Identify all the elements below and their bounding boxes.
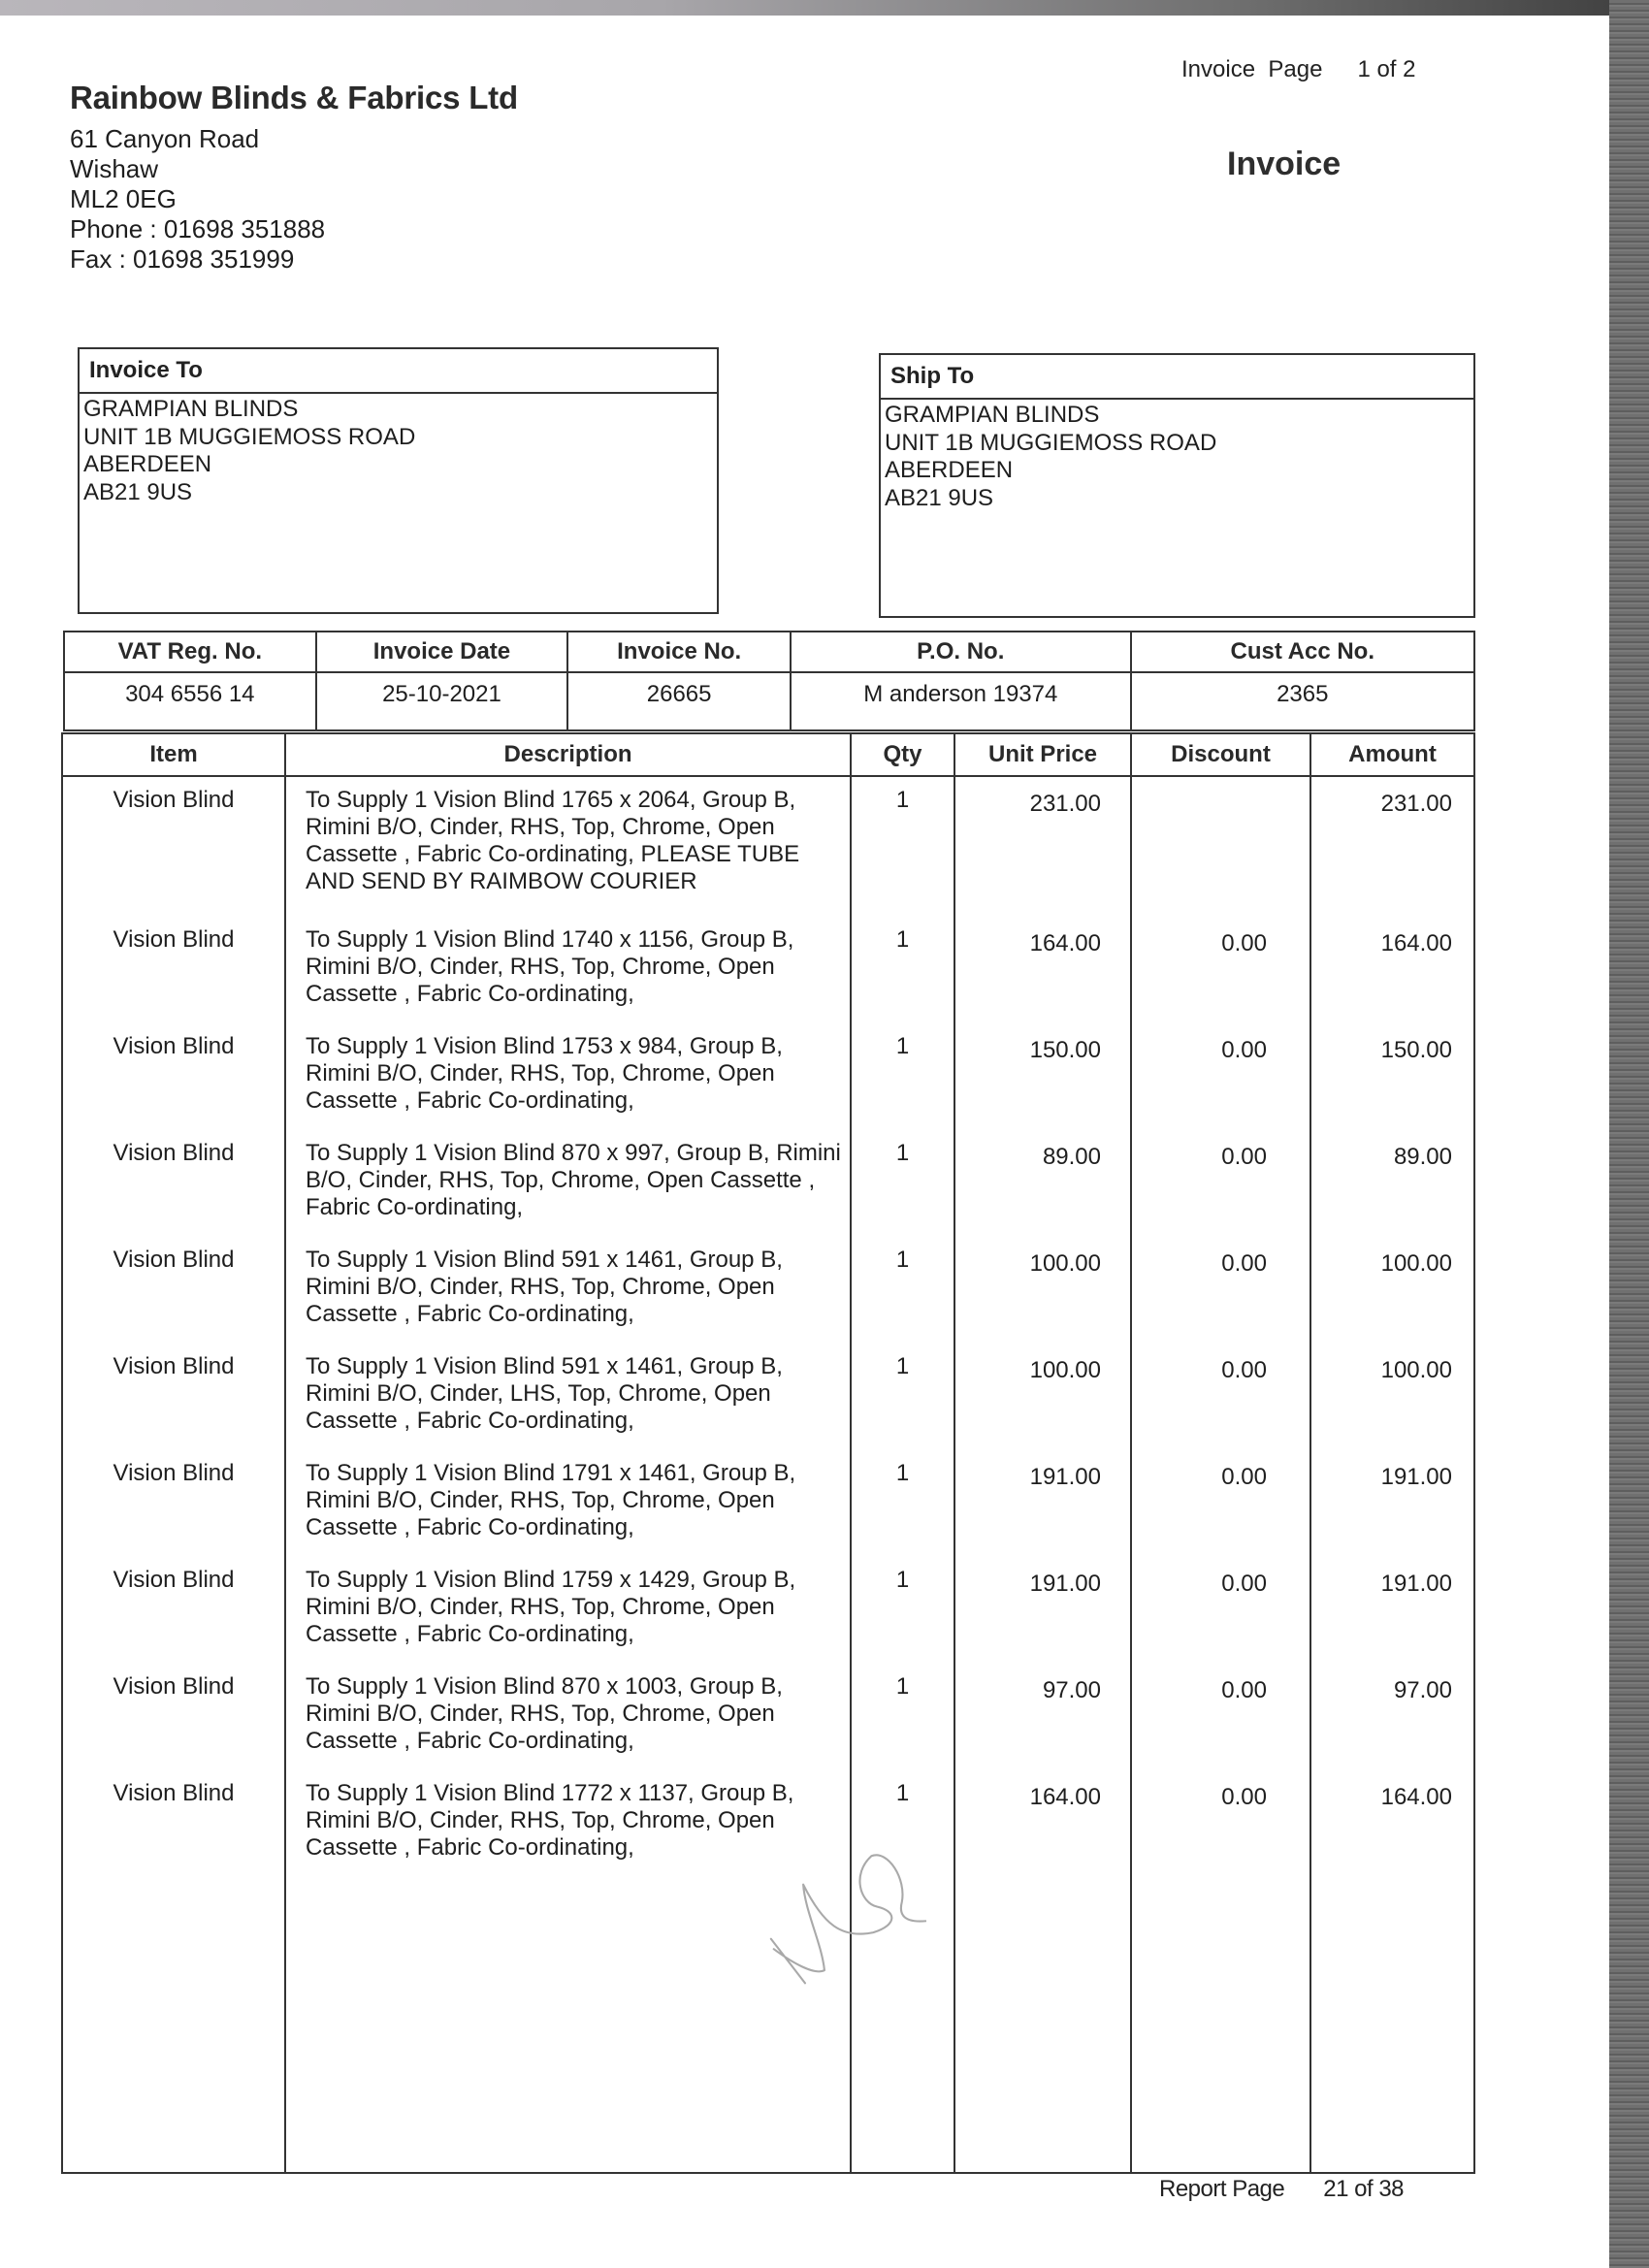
item-discount: 0.00 xyxy=(1131,1241,1310,1347)
item-description: To Supply 1 Vision Blind 1772 x 1137, Group B, Rimini B/O, Cinder, RHS, Top, Chrome, Open Cassette , Fabric Co-ordinating, xyxy=(285,1774,851,1881)
item-amount: 164.00 xyxy=(1310,1774,1474,1881)
item-amount: 231.00 xyxy=(1310,776,1474,921)
invoice-page-label: Invoice Page xyxy=(1181,56,1323,82)
table-row xyxy=(62,921,1474,1027)
item-description: To Supply 1 Vision Blind 591 x 1461, Group B, Rimini B/O, Cinder, RHS, Top, Chrome, Open Cassette , Fabric Co-ordinating, xyxy=(285,1241,851,1347)
item-name: Vision Blind xyxy=(62,1241,285,1347)
cust-acc-header: Cust Acc No. xyxy=(1131,632,1474,672)
po-no-value: M anderson 19374 xyxy=(791,672,1131,730)
item-discount: 0.00 xyxy=(1131,921,1310,1027)
invoice-page-indicator xyxy=(1181,56,1415,83)
blank-cell xyxy=(1310,1881,1474,2173)
item-qty: 1 xyxy=(851,921,954,1027)
item-description: To Supply 1 Vision Blind 1765 x 2064, Group B, Rimini B/O, Cinder, RHS, Top, Chrome, Open Cassette , Fabric Co-ordinating, PLEASE TUBE AND SEND BY RAIMBOW COURIER xyxy=(285,776,851,921)
item-description: To Supply 1 Vision Blind 870 x 1003, Group B, Rimini B/O, Cinder, RHS, Top, Chrome, Open Cassette , Fabric Co-ordinating, xyxy=(285,1668,851,1774)
invoice-date-value: 25-10-2021 xyxy=(316,672,568,730)
vat-reg-value: 304 6556 14 xyxy=(64,672,316,730)
handwritten-initials xyxy=(732,1824,926,2018)
document-title: Invoice xyxy=(1227,146,1342,182)
item-discount: 0.00 xyxy=(1131,1027,1310,1134)
item-description: To Supply 1 Vision Blind 870 x 997, Group B, Rimini B/O, Cinder, RHS, Top, Chrome, Open Cassette , Fabric Co-ordinating, xyxy=(285,1134,851,1241)
description-header: Description xyxy=(285,733,851,776)
table-row xyxy=(62,1241,1474,1347)
amount-header: Amount xyxy=(1310,733,1474,776)
item-qty: 1 xyxy=(851,1561,954,1668)
invoice-to-heading: Invoice To xyxy=(80,349,717,394)
item-unit-price: 231.00 xyxy=(954,776,1131,921)
item-description: To Supply 1 Vision Blind 1759 x 1429, Group B, Rimini B/O, Cinder, RHS, Top, Chrome, Open Cassette , Fabric Co-ordinating, xyxy=(285,1561,851,1668)
item-qty: 1 xyxy=(851,1668,954,1774)
item-unit-price: 164.00 xyxy=(954,921,1131,1027)
item-amount: 191.00 xyxy=(1310,1561,1474,1668)
item-description: To Supply 1 Vision Blind 1753 x 984, Group B, Rimini B/O, Cinder, RHS, Top, Chrome, Open Cassette , Fabric Co-ordinating, xyxy=(285,1027,851,1134)
item-qty: 1 xyxy=(851,1241,954,1347)
item-header: Item xyxy=(62,733,285,776)
item-discount: 0.00 xyxy=(1131,1347,1310,1454)
invoice-date-header: Invoice Date xyxy=(316,632,568,672)
address-line: AB21 9US xyxy=(885,484,994,511)
item-discount: 0.00 xyxy=(1131,1774,1310,1881)
item-discount: 0.00 xyxy=(1131,1454,1310,1561)
item-amount: 97.00 xyxy=(1310,1668,1474,1774)
item-unit-price: 89.00 xyxy=(954,1134,1131,1241)
cust-acc-value: 2365 xyxy=(1131,672,1474,730)
item-unit-price: 100.00 xyxy=(954,1241,1131,1347)
item-name: Vision Blind xyxy=(62,1774,285,1881)
address-line: UNIT 1B MUGGIEMOSS ROAD xyxy=(885,429,1217,456)
item-qty: 1 xyxy=(851,1027,954,1134)
vat-reg-header: VAT Reg. No. xyxy=(64,632,316,672)
item-unit-price: 100.00 xyxy=(954,1347,1131,1454)
blank-cell xyxy=(62,1881,285,2173)
invoice-to-address xyxy=(80,394,717,506)
table-row xyxy=(62,1027,1474,1134)
table-row xyxy=(62,1347,1474,1454)
report-page-value: 21 of 38 xyxy=(1323,2176,1405,2202)
signature-stroke xyxy=(771,1855,926,1983)
item-unit-price: 97.00 xyxy=(954,1668,1131,1774)
company-fax: Fax : 01698 351999 xyxy=(70,244,295,274)
address-line: 61 Canyon Road xyxy=(70,124,260,153)
address-line: AB21 9US xyxy=(83,478,193,505)
item-amount: 100.00 xyxy=(1310,1241,1474,1347)
scan-border-right xyxy=(1609,0,1649,2268)
item-discount: 0.00 xyxy=(1131,1134,1310,1241)
table-row xyxy=(62,1561,1474,1668)
address-line: GRAMPIAN BLINDS xyxy=(885,402,1100,428)
report-page-indicator xyxy=(1159,2176,1404,2203)
item-name: Vision Blind xyxy=(62,776,285,921)
address-line: GRAMPIAN BLINDS xyxy=(83,396,299,422)
ship-to-address xyxy=(881,400,1473,512)
company-address xyxy=(70,124,325,275)
item-discount xyxy=(1131,776,1310,921)
invoice-page-value: 1 of 2 xyxy=(1357,56,1416,82)
item-description: To Supply 1 Vision Blind 591 x 1461, Group B, Rimini B/O, Cinder, LHS, Top, Chrome, Open Cassette , Fabric Co-ordinating, xyxy=(285,1347,851,1454)
item-qty: 1 xyxy=(851,1454,954,1561)
item-name: Vision Blind xyxy=(62,921,285,1027)
discount-header: Discount xyxy=(1131,733,1310,776)
address-line: ABERDEEN xyxy=(885,457,1014,483)
item-discount: 0.00 xyxy=(1131,1561,1310,1668)
blank-cell xyxy=(954,1881,1131,2173)
item-unit-price: 191.00 xyxy=(954,1561,1131,1668)
table-row xyxy=(62,1668,1474,1774)
unit-price-header: Unit Price xyxy=(954,733,1131,776)
info-header-row xyxy=(64,632,1474,672)
item-name: Vision Blind xyxy=(62,1347,285,1454)
address-line: Wishaw xyxy=(70,154,159,183)
company-name: Rainbow Blinds & Fabrics Ltd xyxy=(70,80,518,115)
blank-cell xyxy=(1131,1881,1310,2173)
qty-header: Qty xyxy=(851,733,954,776)
scan-border-top xyxy=(0,0,1649,16)
item-unit-price: 191.00 xyxy=(954,1454,1131,1561)
item-qty: 1 xyxy=(851,1347,954,1454)
item-description: To Supply 1 Vision Blind 1740 x 1156, Group B, Rimini B/O, Cinder, RHS, Top, Chrome, Open Cassette , Fabric Co-ordinating, xyxy=(285,921,851,1027)
item-qty: 1 xyxy=(851,1774,954,1881)
items-header-row xyxy=(62,733,1474,776)
item-discount: 0.00 xyxy=(1131,1668,1310,1774)
item-qty: 1 xyxy=(851,1134,954,1241)
item-name: Vision Blind xyxy=(62,1134,285,1241)
invoice-no-header: Invoice No. xyxy=(567,632,791,672)
item-unit-price: 150.00 xyxy=(954,1027,1131,1134)
address-line: UNIT 1B MUGGIEMOSS ROAD xyxy=(83,423,416,450)
invoice-to-box xyxy=(78,347,719,614)
item-name: Vision Blind xyxy=(62,1668,285,1774)
ship-to-heading: Ship To xyxy=(881,355,1473,400)
item-name: Vision Blind xyxy=(62,1027,285,1134)
table-row xyxy=(62,1454,1474,1561)
item-name: Vision Blind xyxy=(62,1561,285,1668)
item-amount: 191.00 xyxy=(1310,1454,1474,1561)
table-row xyxy=(62,776,1474,921)
item-name: Vision Blind xyxy=(62,1454,285,1561)
invoice-info-table xyxy=(63,631,1475,731)
address-line: ABERDEEN xyxy=(83,451,212,477)
invoice-no-value: 26665 xyxy=(567,672,791,730)
item-amount: 150.00 xyxy=(1310,1027,1474,1134)
po-no-header: P.O. No. xyxy=(791,632,1131,672)
item-amount: 100.00 xyxy=(1310,1347,1474,1454)
table-row xyxy=(62,1134,1474,1241)
address-line: ML2 0EG xyxy=(70,184,177,213)
report-page-label: Report Page xyxy=(1159,2176,1285,2202)
item-description: To Supply 1 Vision Blind 1791 x 1461, Group B, Rimini B/O, Cinder, RHS, Top, Chrome, Open Cassette , Fabric Co-ordinating, xyxy=(285,1454,851,1561)
company-phone: Phone : 01698 351888 xyxy=(70,214,326,243)
ship-to-box xyxy=(879,353,1475,618)
item-amount: 164.00 xyxy=(1310,921,1474,1027)
item-unit-price: 164.00 xyxy=(954,1774,1131,1881)
item-qty: 1 xyxy=(851,776,954,921)
item-amount: 89.00 xyxy=(1310,1134,1474,1241)
info-value-row xyxy=(64,672,1474,730)
